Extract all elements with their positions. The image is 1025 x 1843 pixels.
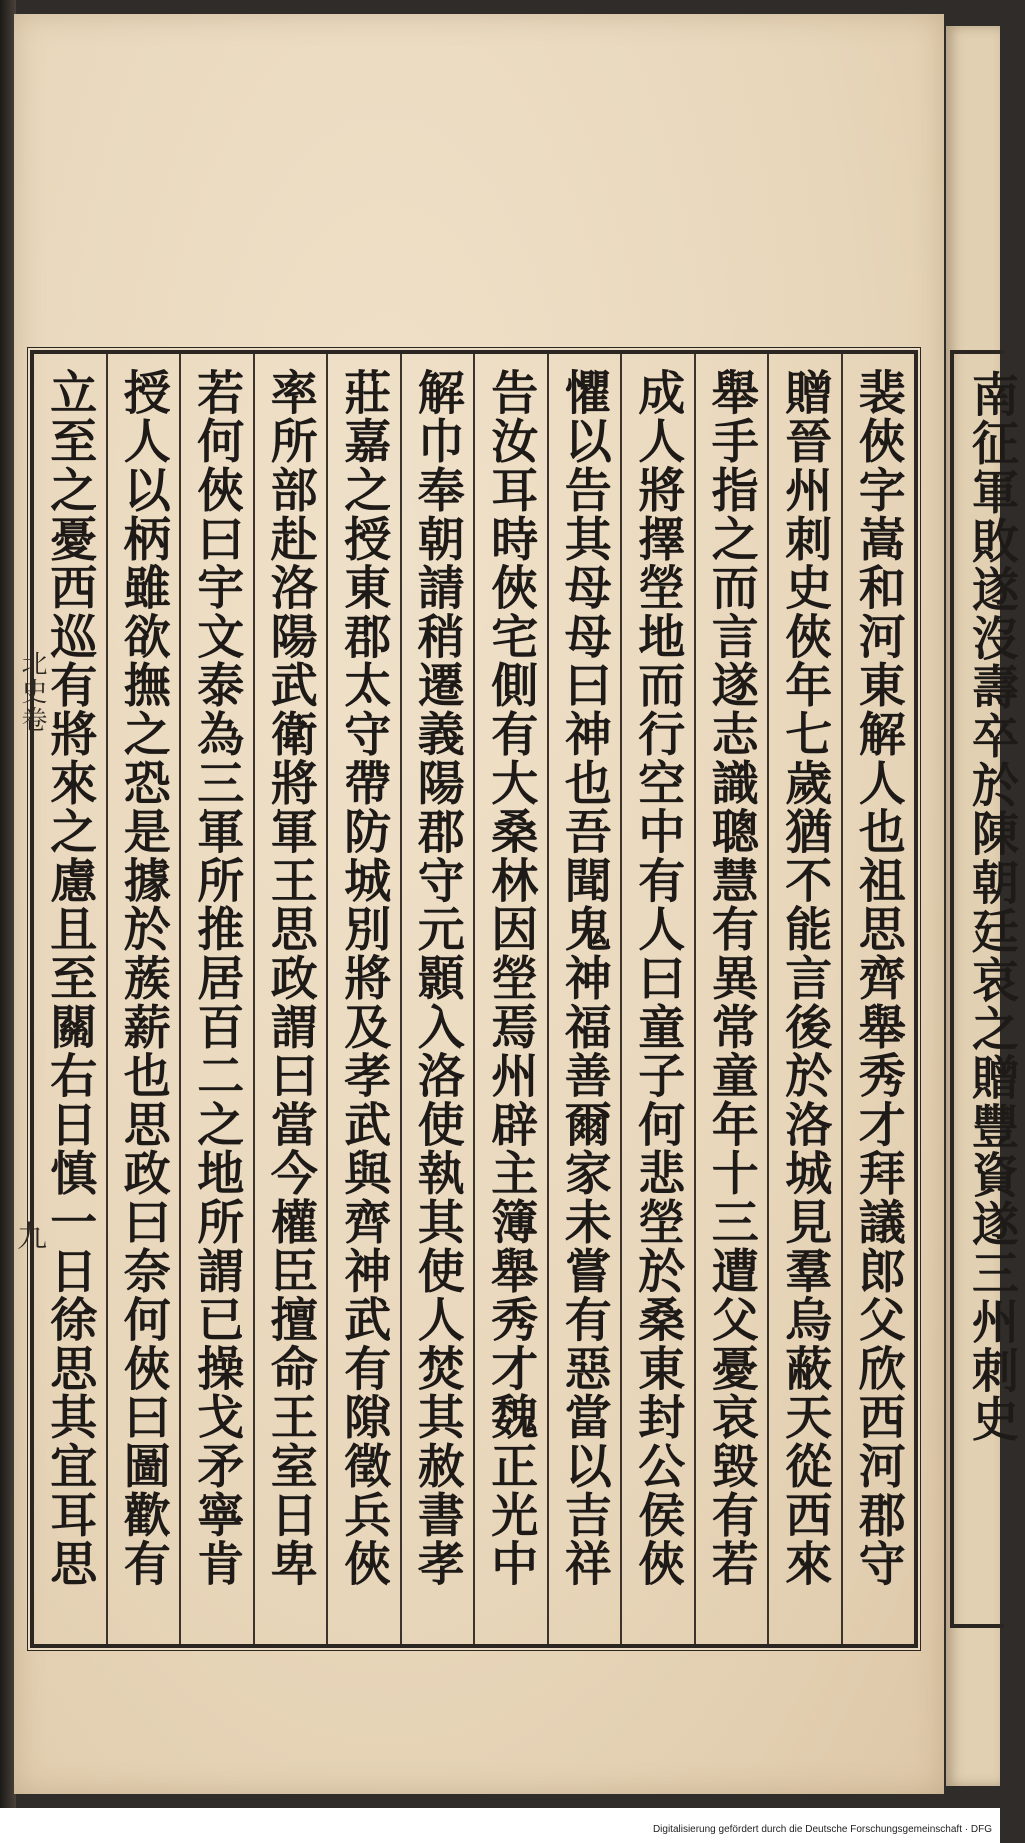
- text-column-5: [547, 354, 621, 1644]
- column-text: 授人以柄雖欲撫之恐是據於蔟薪也思政曰奈何俠曰圖歡有: [115, 368, 171, 1588]
- text-frame: [30, 350, 918, 1648]
- margin-book-title: 北史卷: [17, 650, 47, 734]
- column-text: 成人將擇塋地而行空中有人曰童子何悲塋於桑東封公侯俠: [630, 368, 686, 1588]
- text-column-12: [34, 354, 106, 1644]
- column-text: 率所部赴洛陽武衛將軍王思政謂曰當今權臣擅命王室日卑: [262, 368, 318, 1588]
- text-column-9: [253, 354, 327, 1644]
- column-text: 立至之憂西巡有將來之慮且至關右日慎一日徐思其宜耳思: [42, 368, 98, 1588]
- digitization-notice: Digitalisierung gefördert durch die Deutsche Forschungsgemeinschaft · DFG: [652, 1824, 992, 1835]
- text-column-6: [473, 354, 547, 1644]
- text-column-11: [106, 354, 180, 1644]
- column-text: 懼以告其母母曰神也吾聞鬼神福善爾家未嘗有惡當以吉祥: [556, 368, 612, 1588]
- text-column-4: [620, 354, 694, 1644]
- text-column-1: [841, 354, 915, 1644]
- text-column-7: [400, 354, 474, 1644]
- text-column-8: [326, 354, 400, 1644]
- text-column-2: [767, 354, 841, 1644]
- column-text: 裴俠字嵩和河東解人也祖思齊舉秀才拜議郎父欣西河郡守: [850, 368, 906, 1588]
- column-text: 舉手指之而言遂志識聰慧有異常童年十三遭父憂哀毀有若: [703, 368, 759, 1588]
- text-column-3: [694, 354, 768, 1644]
- column-text: 告汝耳時俠宅側有大桑林因塋焉州辟主簿舉秀才魏正光中: [483, 368, 539, 1588]
- text-columns: [34, 354, 914, 1644]
- column-text: 若何俠曰宇文泰為三軍所推居百二之地所謂已操戈矛寧肯: [189, 368, 245, 1588]
- text-column-10: [179, 354, 253, 1644]
- column-text: 解巾奉朝請稍遷義陽郡守元顥入洛使執其使人焚其赦書孝: [409, 368, 465, 1588]
- right-page-column: 南征軍敗遂沒壽卒於陳朝廷哀之贈豐資遂三州刺史: [964, 370, 1019, 1444]
- margin-page-number: 九: [11, 1220, 46, 1250]
- column-text: 莊嘉之授東郡太守帶防城別將及孝武與齊神武有隙徵兵俠: [336, 368, 392, 1588]
- column-text: 贈晉州刺史俠年七歲猶不能言後於洛城見羣烏蔽天從西來: [777, 368, 833, 1588]
